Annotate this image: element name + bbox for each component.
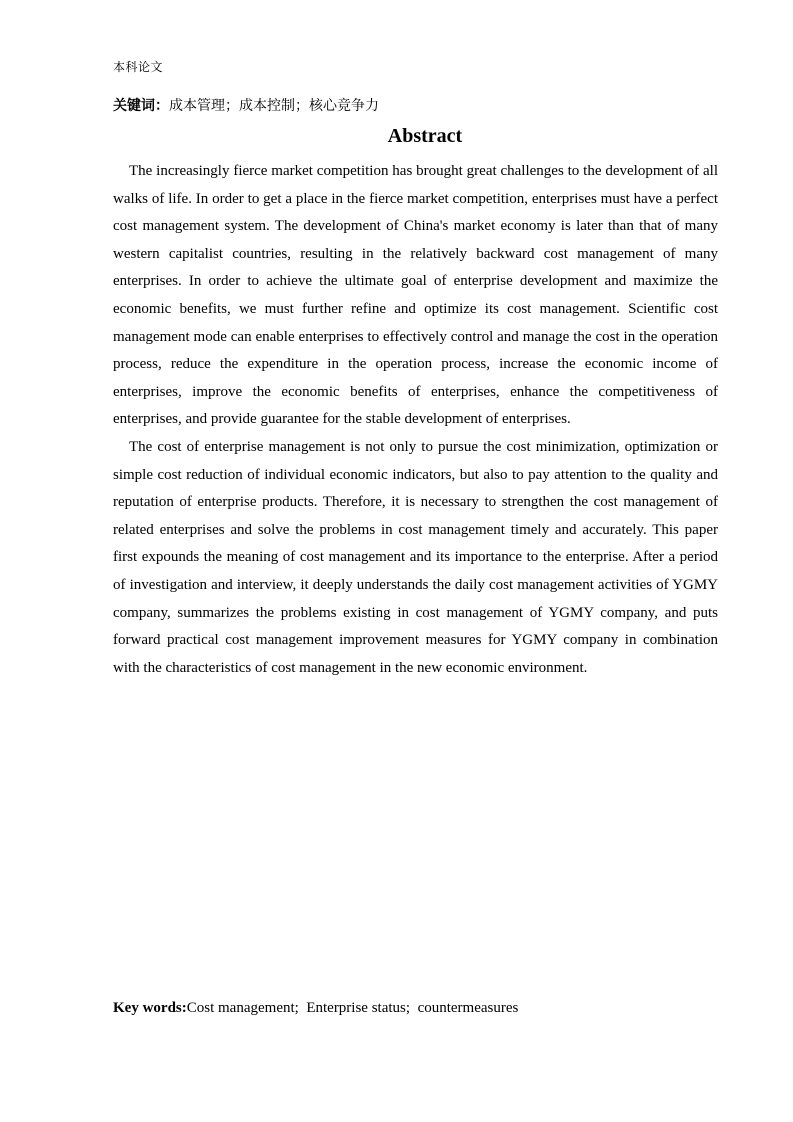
abstract-paragraph: The cost of enterprise management is not only to pursue the cost minimization, optimization or simple cost reduction of individual economic indicators, but also to pay attention to the quality and reputation of enterprise products. Therefore, it is necessary to strengthen the cost management of related enterprises and solve the problems in cost management timely and accurately. This paper first expounds the meaning of cost management and its importance to the enterprise. After a period of investigation and interview, it deeply understands the daily cost management activities of YGMY company, summarizes the problems existing in cost management of YGMY company, and puts forward practical cost management improvement measures for YGMY company in combination with the characteristics of cost management in the new economic environment. [113,438,718,676]
english-keyword-separator: ; [405,1000,418,1016]
chinese-keyword: 核心竞争力 [309,98,379,114]
english-keywords [113,1000,518,1017]
chinese-keyword: 成本控制 [239,98,295,114]
running-header: 本科论文 [113,60,164,74]
chinese-keyword: 成本管理 [169,98,225,114]
chinese-keywords [113,95,379,115]
english-keyword: countermeasures [417,1000,519,1016]
english-keyword: Cost management [186,1000,295,1016]
english-keywords-label: Key words: [113,1000,187,1016]
chinese-keyword-separator: ； [295,98,309,114]
chinese-keyword-separator: ； [225,98,239,114]
abstract-body [113,158,718,682]
abstract-paragraph: The increasingly fierce market competition has brought great challenges to the development of all walks of life. In order to get a place in the fierce market competition, enterprises must have a perfect cost management system. The development of China's market economy is later than that of many western capitalist countries, resulting in the relatively backward cost management of many enterprises. In order to achieve the ultimate goal of enterprise development and maximize the economic benefits, we must further refine and optimize its cost management. Scientific cost management mode can enable enterprises to effectively control and manage the cost in the operation process, reduce the expenditure in the operation process, increase the economic income of enterprises, improve the economic benefits of enterprises, enhance the competitiveness of enterprises, and provide guarantee for the stable development of enterprises. [113,163,718,428]
chinese-keywords-label: 关键词： [113,98,169,114]
english-keyword-separator: ; [294,1000,307,1016]
abstract-title: Abstract [387,125,463,147]
english-keyword: Enterprise status [306,1000,406,1016]
